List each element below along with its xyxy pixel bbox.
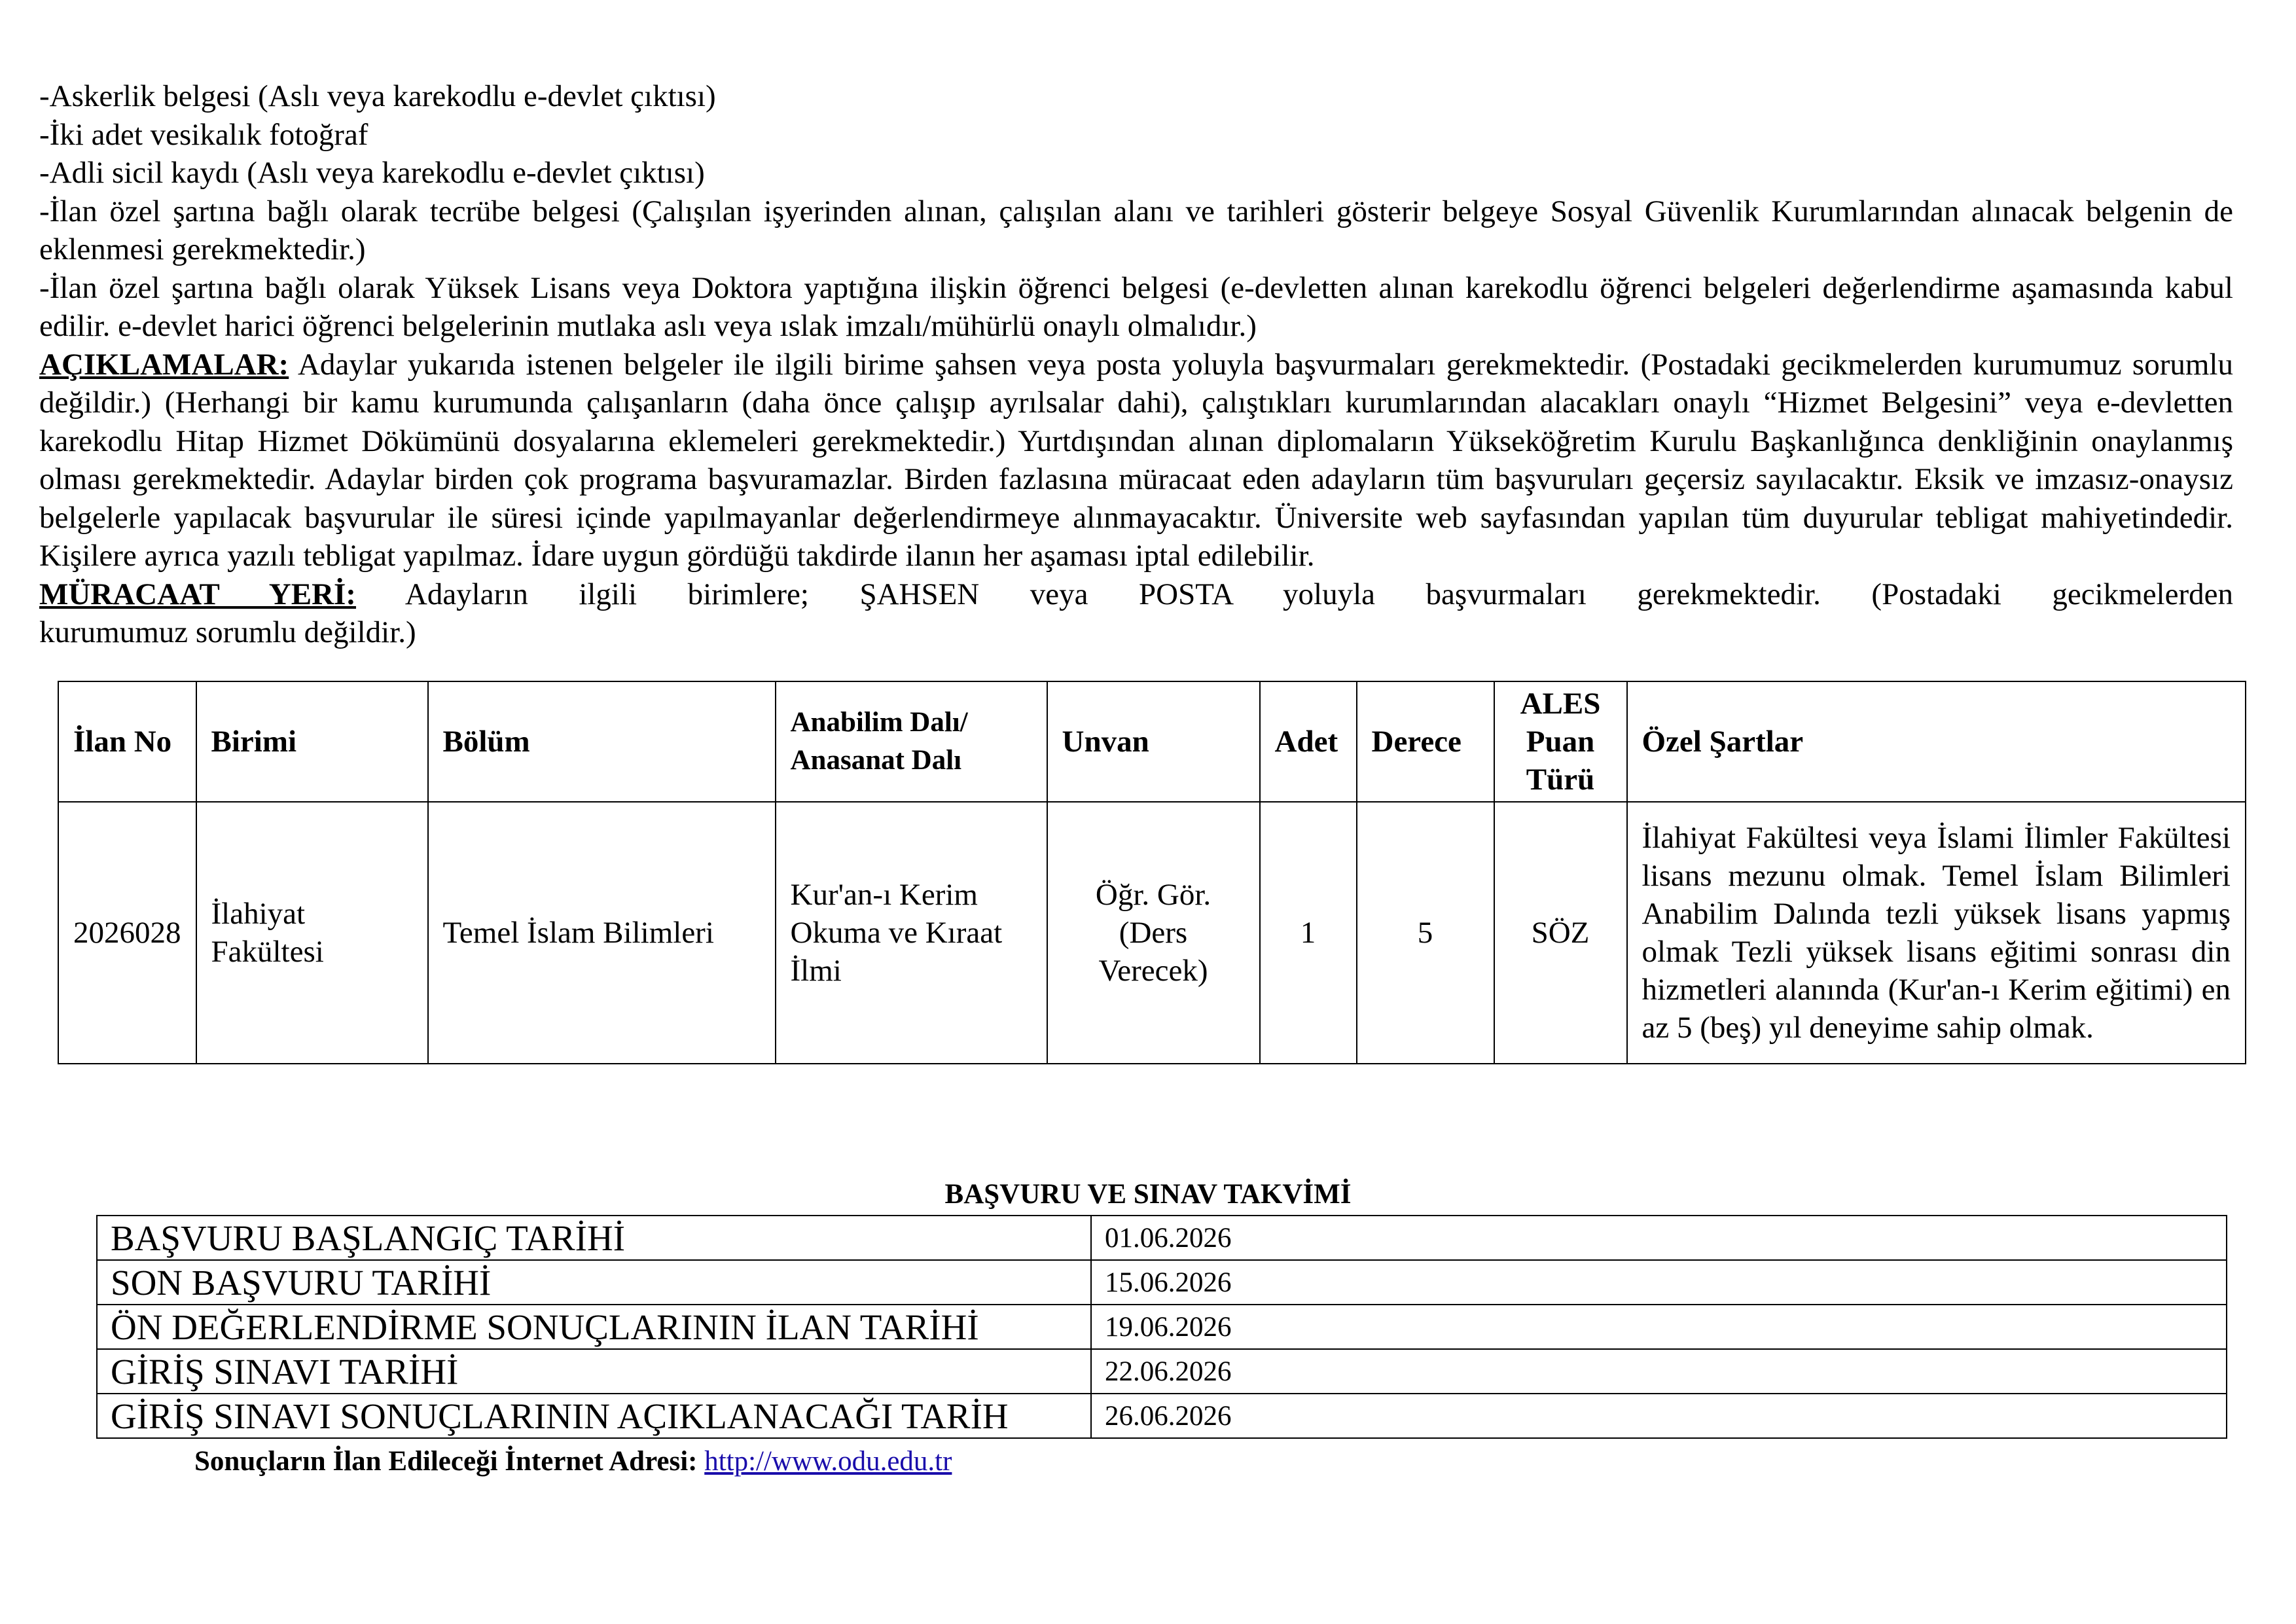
- cell-unvan: [1047, 802, 1260, 1064]
- cell-derece: 5: [1357, 802, 1494, 1064]
- table-row: [58, 802, 2246, 1064]
- results-address-link[interactable]: http://www.odu.edu.tr: [704, 1446, 952, 1477]
- takvim-row: [97, 1394, 2227, 1438]
- takvim-row: [97, 1305, 2227, 1349]
- cell-anabilim-line1: Kur'an-ı Kerim: [790, 878, 978, 912]
- table-header-row: [58, 681, 2246, 802]
- requirement-line: -İki adet vesikalık fotoğraf: [39, 117, 368, 152]
- takvim-row: [97, 1216, 2227, 1260]
- header-ilan-no: İlan No: [58, 681, 196, 802]
- header-derece: Derece: [1357, 681, 1494, 802]
- header-anabilim: [776, 681, 1047, 802]
- takvim-title: BAŞVURU VE SINAV TAKVİMİ: [944, 1179, 1352, 1210]
- cell-anabilim-line3: İlmi: [790, 954, 842, 988]
- takvim-date: 26.06.2026: [1091, 1394, 2227, 1438]
- aciklamalar-paragraph: [39, 346, 2233, 575]
- header-anabilim-line2: Anasanat Dalı: [790, 745, 962, 776]
- takvim-label: ÖN DEĞERLENDİRME SONUÇLARININ İLAN TARİHİ: [97, 1305, 1091, 1349]
- cell-birimi: [196, 802, 428, 1064]
- takvim-label: GİRİŞ SINAVI SONUÇLARININ AÇIKLANACAĞI TARİH: [97, 1394, 1091, 1438]
- header-adet: Adet: [1260, 681, 1357, 802]
- muracaat-label: MÜRACAAT YERİ:: [39, 577, 356, 611]
- header-ales: [1494, 681, 1627, 802]
- takvim-table: [96, 1215, 2227, 1439]
- cell-ales: SÖZ: [1494, 802, 1627, 1064]
- aciklamalar-label: AÇIKLAMALAR:: [39, 347, 289, 382]
- requirements-section: [39, 77, 2233, 652]
- cell-birimi-line2: Fakültesi: [211, 935, 324, 969]
- muracaat-paragraph-end: kurumumuz sorumlu değildir.): [39, 615, 416, 649]
- header-bolum: Bölüm: [428, 681, 776, 802]
- results-address: [194, 1445, 952, 1477]
- cell-unvan-line2: (Ders: [1119, 916, 1188, 950]
- takvim-label: GİRİŞ SINAVI TARİHİ: [97, 1349, 1091, 1394]
- requirement-line: -Adli sicil kaydı (Aslı veya karekodlu e-devlet çıktısı): [39, 156, 705, 190]
- requirement-line: -Askerlik belgesi (Aslı veya karekodlu e-devlet çıktısı): [39, 79, 716, 113]
- header-birimi: Birimi: [196, 681, 428, 802]
- takvim-date: 22.06.2026: [1091, 1349, 2227, 1394]
- takvim-label: SON BAŞVURU TARİHİ: [97, 1260, 1091, 1305]
- ilan-table: [58, 681, 2246, 1064]
- cell-adet: 1: [1260, 802, 1357, 1064]
- results-address-label: Sonuçların İlan Edileceği İnternet Adresi:: [194, 1446, 698, 1477]
- header-ozel-sartlar: Özel Şartlar: [1627, 681, 2246, 802]
- takvim-row: [97, 1260, 2227, 1305]
- header-anabilim-line1: Anabilim Dalı/: [790, 707, 968, 738]
- muracaat-paragraph: [39, 575, 2233, 614]
- muracaat-text: Adayların ilgili birimlere; ŞAHSEN veya POSTA yoluyla başvurmaları gerekmektedir. (Postadaki gecikmelerden: [355, 577, 2233, 611]
- header-ales-line2: Puan: [1526, 725, 1595, 759]
- requirement-line: -İlan özel şartına bağlı olarak tecrübe belgesi (Çalışılan işyerinden alınan, çalışılan alanı ve tarihleri gösterir belgeye Sosyal Güvenlik Kurumlarından alınacak belgenin de eklenmesi gerekmektedir.): [39, 194, 2233, 266]
- takvim-row: [97, 1349, 2227, 1394]
- cell-bolum: Temel İslam Bilimleri: [428, 802, 776, 1064]
- cell-unvan-line3: Verecek): [1098, 954, 1208, 988]
- aciklamalar-text: Adaylar yukarıda istenen belgeler ile ilgili birime şahsen veya posta yoluyla başvurmaları gerekmektedir. (Postadaki gecikmelerden kurumumuz sorumlu değildir.) (Herhangi bir kamu kurumunda çalışanların (daha önce çalışıp ayrılsalar dahi), çalıştıkları kurumlarından alacakları onaylı “Hizmet Belgesini” veya e-devletten karekodlu Hitap Hizmet Dökümünü dosyalarına eklemeleri gerekmektedir.) Yurtdışından alınan diplomaların Yükseköğretim Kurulu Başkanlığınca denkliğinin onaylanmış olması gerekmektedir. Adaylar birden çok programa başvuramazlar. Birden fazlasına müracaat eden adayların tüm başvuruları geçersiz sayılacaktır. Eksik ve imzasız-onaysız belgelerle yapılacak başvurular ile süresi içinde yapılmayanlar değerlendirmeye alınmayacaktır. Üniversite web sayfasından yapılan tüm duyurular tebligat mahiyetindedir. Kişilere ayrıca yazılı tebligat yapılmaz. İdare uygun gördüğü takdirde ilanın her aşaması iptal edilebilir.: [39, 347, 2233, 573]
- requirement-line: -İlan özel şartına bağlı olarak Yüksek Lisans veya Doktora yaptığına ilişkin öğrenci belgesi (e-devletten alınan karekodlu öğrenci belgeleri değerlendirme aşamasında kabul edilir. e-devlet harici öğrenci belgelerinin mutlaka aslı veya ıslak imzalı/mühürlü onaylı olmalıdır.): [39, 270, 2233, 343]
- cell-birimi-line1: İlahiyat: [211, 897, 306, 931]
- header-unvan: Unvan: [1047, 681, 1260, 802]
- header-ales-line1: ALES: [1520, 687, 1601, 721]
- cell-anabilim: [776, 802, 1047, 1064]
- cell-unvan-line1: Öğr. Gör.: [1095, 878, 1211, 912]
- cell-ozel-sartlar: İlahiyat Fakültesi veya İslami İlimler Fakültesi lisans mezunu olmak. Temel İslam Bilimleri Anabilim Dalında tezli yüksek lisans yapmış olmak Tezli yüksek lisans eğitimi sonrası din hizmetleri alanında (Kur'an-ı Kerim eğitimi) en az 5 (beş) yıl deneyime sahip olmak.: [1627, 802, 2246, 1064]
- takvim-date: 15.06.2026: [1091, 1260, 2227, 1305]
- takvim-date: 01.06.2026: [1091, 1216, 2227, 1260]
- header-ales-line3: Türü: [1526, 763, 1595, 797]
- takvim-label: BAŞVURU BAŞLANGIÇ TARİHİ: [97, 1216, 1091, 1260]
- takvim-date: 19.06.2026: [1091, 1305, 2227, 1349]
- cell-ilan-no: 2026028: [58, 802, 196, 1064]
- cell-anabilim-line2: Okuma ve Kıraat: [790, 916, 1003, 950]
